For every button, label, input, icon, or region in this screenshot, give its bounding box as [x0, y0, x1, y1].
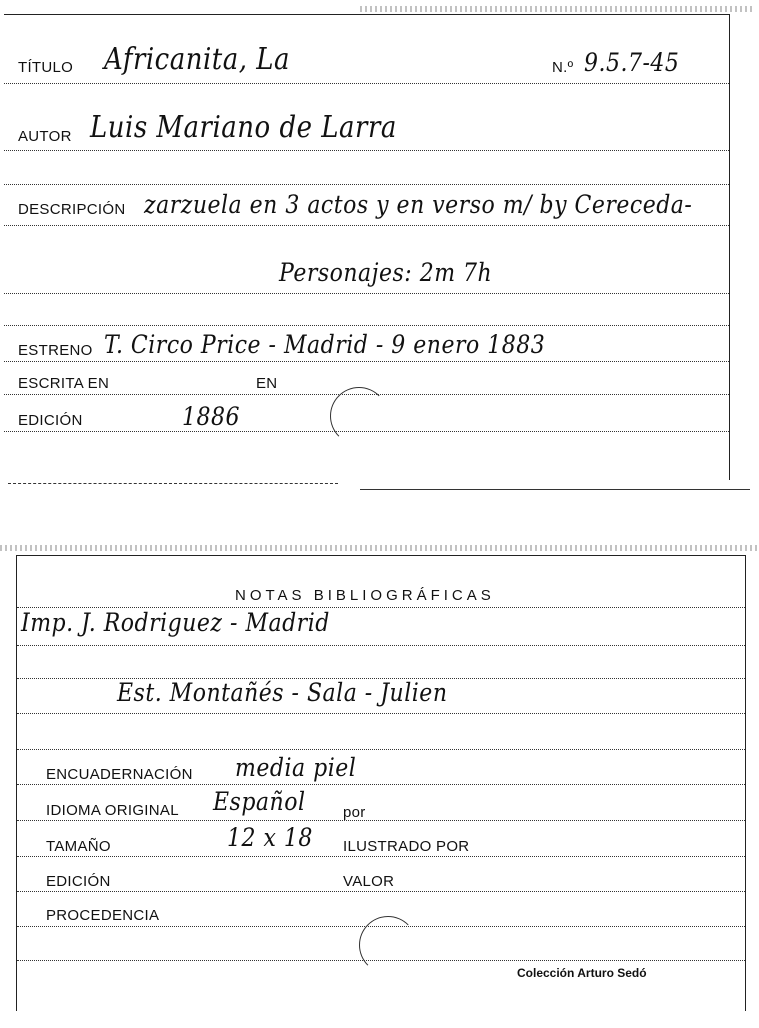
edicion-label-bottom: EDICIÓN [46, 873, 111, 890]
rule [4, 225, 729, 226]
rule [4, 325, 729, 326]
rule [17, 607, 745, 608]
ilustrado-label: ILUSTRADO POR [343, 838, 470, 855]
idioma-label: IDIOMA ORIGINAL [46, 802, 179, 819]
rule [4, 361, 729, 362]
rule [17, 645, 745, 646]
tamano-value: 12 x 18 [227, 824, 313, 853]
autor-value: Luis Mariano de Larra [90, 110, 397, 146]
rule [17, 749, 745, 750]
encuadernacion-label: ENCUADERNACIÓN [46, 766, 193, 783]
edicion-value: 1886 [182, 403, 240, 432]
nota-1: Imp. J. Rodriguez - Madrid [21, 609, 330, 638]
descripcion-label: DESCRIPCIÓN [18, 201, 126, 218]
colophon: Colección Arturo Sedó [517, 966, 647, 980]
encuadernacion-value: media piel [235, 754, 357, 783]
procedencia-label: PROCEDENCIA [46, 907, 160, 924]
rule [17, 820, 745, 821]
por-label: por [343, 804, 366, 821]
descripcion-value-2: Personajes: 2m 7h [279, 259, 493, 288]
stamp-circle [330, 387, 388, 445]
rule [4, 150, 729, 151]
estreno-value: T. Circo Price - Madrid - 9 enero 1883 [104, 331, 546, 360]
rule [17, 891, 745, 892]
autor-label: AUTOR [18, 128, 72, 145]
nota-2: Est. Montañés - Sala - Julien [117, 679, 448, 708]
stamp-circle [359, 916, 417, 974]
card-edge [360, 489, 750, 490]
titulo-value: Africanita, La [104, 42, 291, 78]
idioma-value: Español [213, 788, 306, 817]
catalog-card-bottom [16, 555, 746, 1011]
estreno-label: ESTRENO [18, 342, 93, 359]
rule [4, 184, 729, 185]
catalog-card-top [4, 14, 730, 480]
rule [17, 713, 745, 714]
scan-noise-top [360, 6, 755, 12]
rule [4, 83, 729, 84]
descripcion-value: zarzuela en 3 actos y en verso m/ by Cereceda- [144, 191, 693, 220]
en-label: EN [256, 375, 278, 392]
escrita-en-label: ESCRITA EN [18, 375, 110, 392]
titulo-label: TÍTULO [18, 59, 74, 76]
valor-label: VALOR [343, 873, 395, 890]
notas-heading: NOTAS BIBLIOGRÁFICAS [235, 587, 495, 604]
numero-label: N.º [552, 59, 574, 76]
edicion-label: EDICIÓN [18, 412, 83, 429]
numero-value: 9.5.7-45 [584, 49, 680, 78]
rule [4, 293, 729, 294]
scan-noise-middle [0, 545, 759, 551]
rule [17, 784, 745, 785]
card-edge [8, 483, 338, 484]
rule [17, 856, 745, 857]
tamano-label: TAMAÑO [46, 838, 111, 855]
